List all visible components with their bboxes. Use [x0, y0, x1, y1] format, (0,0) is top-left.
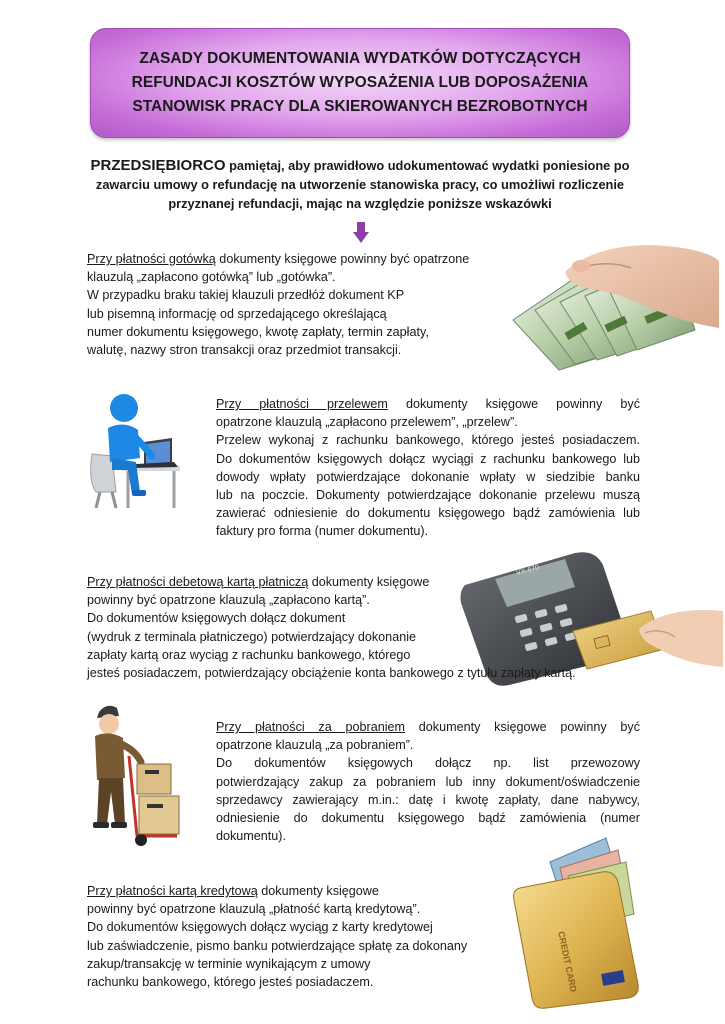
credit-line-3: Do dokumentów księgowych dołącz wyciąg z karty kredytowej: [87, 920, 433, 935]
transfer-line-8: faktury pro forma (numer dokumentu).: [216, 524, 429, 539]
page-title: [105, 47, 615, 119]
title-line-2: REFUNDACJI KOSZTÓW WYPOSAŻENIA LUB DOPOSAŻENIA: [131, 74, 589, 91]
debit-line-4: (wydruk z terminala płatniczego) potwierdzający dokonanie: [87, 629, 416, 644]
transfer-line-7: zawierać odniesienie do dokumentu księgowego bądź zamówienia lub: [216, 506, 640, 521]
transfer-heading: Przy płatności przelewem: [216, 397, 388, 411]
transfer-line-4: Do dokumentów księgowych dołącz wyciągi z rachunku bankowego lub: [216, 451, 640, 466]
pos-brand-label: VX-670: [515, 564, 541, 577]
intro-text: [80, 156, 640, 213]
section-cash: [87, 250, 507, 359]
cash-line-5: numer dokumentu księgowego, kwotę zapłaty, termin zapłaty,: [87, 324, 429, 339]
cod-line-2: opatrzone klauzulą „za pobraniem”.: [216, 738, 414, 753]
intro-line-1: pamiętaj, aby prawidłowo udokumentować wydatki poniesione po: [225, 158, 630, 173]
credit-line-5: zakup/transakcję w terminie wynikającym z umowy: [87, 956, 371, 971]
cash-line-4: lub pisemną informację od sprzedającego określającą: [87, 306, 387, 321]
title-line-3: STANOWISK PRACY DLA SKIEROWANYCH BEZROBOTNYCH: [132, 98, 588, 115]
credit-card-money-image: [510, 832, 650, 1010]
credit-line-2: powinny być opatrzone klauzulą „płatność kartą kredytową”.: [87, 902, 421, 917]
card-label: CREDIT CARD: [556, 930, 579, 994]
transfer-line-3: Przelew wykonaj z rachunku bankowego, którego jesteś posiadaczem.: [216, 433, 640, 448]
section-debit: [87, 573, 627, 682]
cash-line-3: W przypadku braku takiej klauzuli przedłóż dokument KP: [87, 288, 405, 303]
cash-heading: Przy płatności gotówką: [87, 252, 216, 266]
boxes: [137, 764, 179, 834]
person-laptop-image: [82, 392, 182, 510]
credit-card: [514, 872, 639, 1009]
section-credit: [87, 882, 507, 991]
section-transfer: [216, 395, 640, 541]
cod-line-7: dokumentu).: [216, 829, 287, 844]
debit-heading: Przy płatności debetową kartą płatniczą: [87, 575, 309, 589]
transfer-line-6: lub na poczcie. Dokumenty potwierdzające dokonanie przelewu muszą: [216, 488, 640, 503]
courier-boxes-image: [85, 700, 185, 848]
cod-line-3: Do dokumentów księgowych dołącz np. list przewozowy: [216, 756, 640, 771]
debit-line-5: zapłaty kartą oraz wyciąg z rachunku bankowego, którego: [87, 647, 411, 662]
credit-line-1: dokumenty księgowe: [257, 884, 379, 898]
cod-heading: Przy płatności za pobraniem: [216, 720, 406, 734]
cod-line-4: potwierdzający zakup za pobraniem lub inny dokument/oświadczenie: [216, 774, 640, 789]
title-banner: [90, 28, 630, 138]
cash-line-1: dokumenty księgowe powinny być opatrzone: [215, 252, 470, 266]
cod-line-6: odniesienie do dokumentu księgowego bądź zamówienia (numer: [216, 811, 640, 826]
credit-line-4: lub zaświadczenie, pismo banku potwierdzające spłatę za dokonany: [87, 938, 468, 953]
down-arrow-icon: [353, 222, 369, 244]
cod-line-5: sprzedawcy zawierający m.in.: datę i kwotę zapłaty, dane nabywcy,: [216, 792, 640, 807]
transfer-line-1: dokumenty księgowe powinny być: [387, 397, 641, 411]
transfer-line-5: dowody wpłaty potwierdzające dokonanie wpłaty w siedzibie banku: [216, 469, 640, 484]
credit-heading: Przy płatności kartą kredytową: [87, 884, 258, 898]
debit-line-6: jesteś posiadaczem, potwierdzający obciążenie konta bankowego z tytułu zapłaty kartą.: [87, 666, 576, 681]
debit-line-2: powinny być opatrzone klauzulą „zapłacono kartą”.: [87, 593, 370, 608]
intro-lead: PRZEDSIĘBIORCO: [90, 157, 226, 174]
debit-line-1: dokumenty księgowe: [308, 575, 430, 589]
debit-line-3: Do dokumentów księgowych dołącz dokument: [87, 611, 346, 626]
cash-line-6: walutę, nazwy stron transakcji oraz przedmiot transakcji.: [87, 343, 402, 358]
intro-line-3: przyznanej refundacji, mając na względzie poniższe wskazówki: [168, 196, 552, 211]
section-cod: [216, 718, 640, 845]
transfer-line-2: opatrzone klauzulą „zapłacono przelewem”, „przelew”.: [216, 415, 518, 430]
cod-line-1: dokumenty księgowe powinny być: [405, 720, 641, 734]
title-line-1: ZASADY DOKUMENTOWANIA WYDATKÓW DOTYCZĄCYCH: [139, 50, 581, 67]
cash-hand-image: [505, 232, 720, 372]
intro-line-2: zawarciu umowy o refundację na utworzenie stanowiska pracy, co umożliwi rozliczenie: [95, 177, 625, 192]
credit-line-6: rachunku bankowego, którego jesteś posiadaczem.: [87, 975, 374, 990]
cash-line-2: klauzulą „zapłacono gotówką” lub „gotówka”.: [87, 270, 336, 285]
